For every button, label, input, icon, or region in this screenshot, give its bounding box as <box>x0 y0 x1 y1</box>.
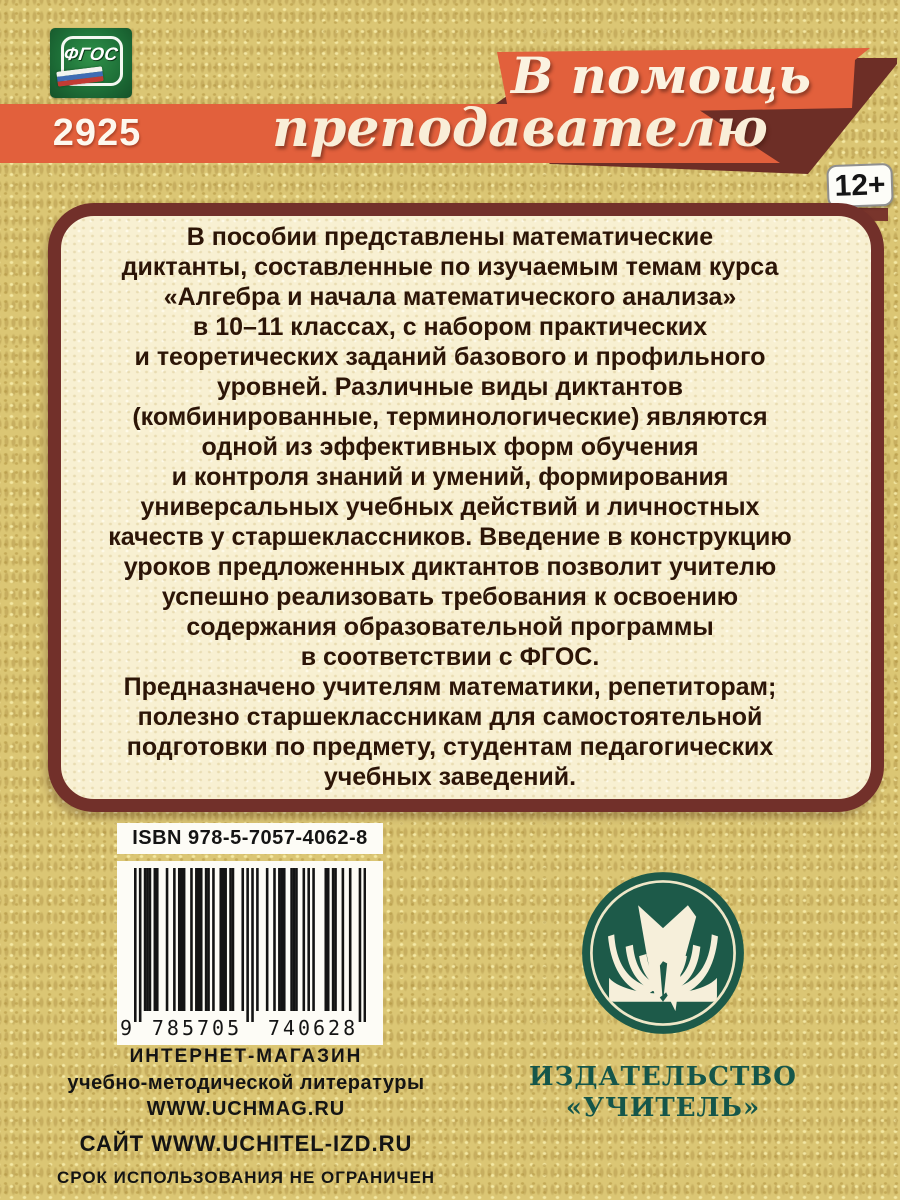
fgos-logo <box>50 28 132 98</box>
barcode-digits-group2: 740628 <box>267 1016 359 1040</box>
annotation-line: диктанты, составленные по изучаемым темам курса <box>121 253 779 281</box>
footer-shop-block <box>28 1046 464 1188</box>
annotation-line: и теоретических заданий базового и профильного <box>134 343 766 371</box>
open-book-emblem-icon <box>580 870 746 1036</box>
barcode-digits <box>117 1016 383 1042</box>
annotation-line: В пособии представлены математические <box>186 223 714 251</box>
fgos-label: ФГОС <box>62 44 120 64</box>
annotation-line: успешно реализовать требования к освоению <box>161 583 739 611</box>
annotation-line: «Алгебра и начала математического анализа» <box>163 283 737 311</box>
product-code: 2925 <box>52 112 142 154</box>
annotation-line: одной из эффективных форм обучения <box>201 433 699 461</box>
publisher-name-line2: «УЧИТЕЛЬ» <box>565 1093 761 1123</box>
publisher-name-line1: ИЗДАТЕЛЬСТВО <box>529 1062 797 1092</box>
annotation-text <box>61 216 871 792</box>
barcode-digits-group1: 785705 <box>151 1016 243 1040</box>
shop-url: WWW.UCHMAG.RU <box>146 1098 346 1120</box>
annotation-frame <box>48 203 884 812</box>
annotation-line: полезно старшеклассникам для самостоятельной <box>137 703 763 731</box>
barcode <box>117 861 383 1045</box>
annotation-line: содержания образовательной программы <box>186 613 714 641</box>
annotation-line: уроков предложенных диктантов позволит учителю <box>123 553 777 581</box>
barcode-bars <box>134 868 366 1022</box>
shop-title: ИНТЕРНЕТ-МАГАЗИН <box>129 1046 363 1067</box>
annotation-line: в соответствии с ФГОС. <box>300 643 600 671</box>
annotation-line: уровней. Различные виды диктантов <box>217 373 683 401</box>
annotation-line: универсальных учебных действий и личностных <box>140 493 760 521</box>
annotation-line: учебных заведений. <box>323 763 577 791</box>
uchitel-publisher-logo <box>580 870 746 1036</box>
series-title-line2: преподавателю <box>272 98 768 159</box>
annotation-line: и контроля знаний и умений, формирования <box>171 463 729 491</box>
annotation-line: Предназначено учителям математики, репетиторам; <box>123 673 777 701</box>
series-title-line1: В помощь <box>511 46 811 105</box>
annotation-line: в 10–11 классах, с набором практических <box>192 313 708 341</box>
usage-note: СРОК ИСПОЛЬЗОВАНИЯ НЕ ОГРАНИЧЕН <box>56 1168 436 1187</box>
annotation-line: подготовки по предмету, студентам педагогических <box>126 733 774 761</box>
shop-subtitle: учебно-методической литературы <box>67 1072 425 1094</box>
site-url: САЙТ WWW.UCHITEL-IZD.RU <box>79 1131 413 1156</box>
annotation-line: (комбинированные, терминологические) являются <box>132 403 768 431</box>
age-rating-badge: 12+ <box>826 163 893 208</box>
annotation-line: качеств у старшеклассников. Введение в конструкцию <box>108 523 792 551</box>
barcode-digit-first: 9 <box>119 1016 133 1040</box>
isbn-label: ISBN 978-5-7057-4062-8 <box>117 823 383 854</box>
